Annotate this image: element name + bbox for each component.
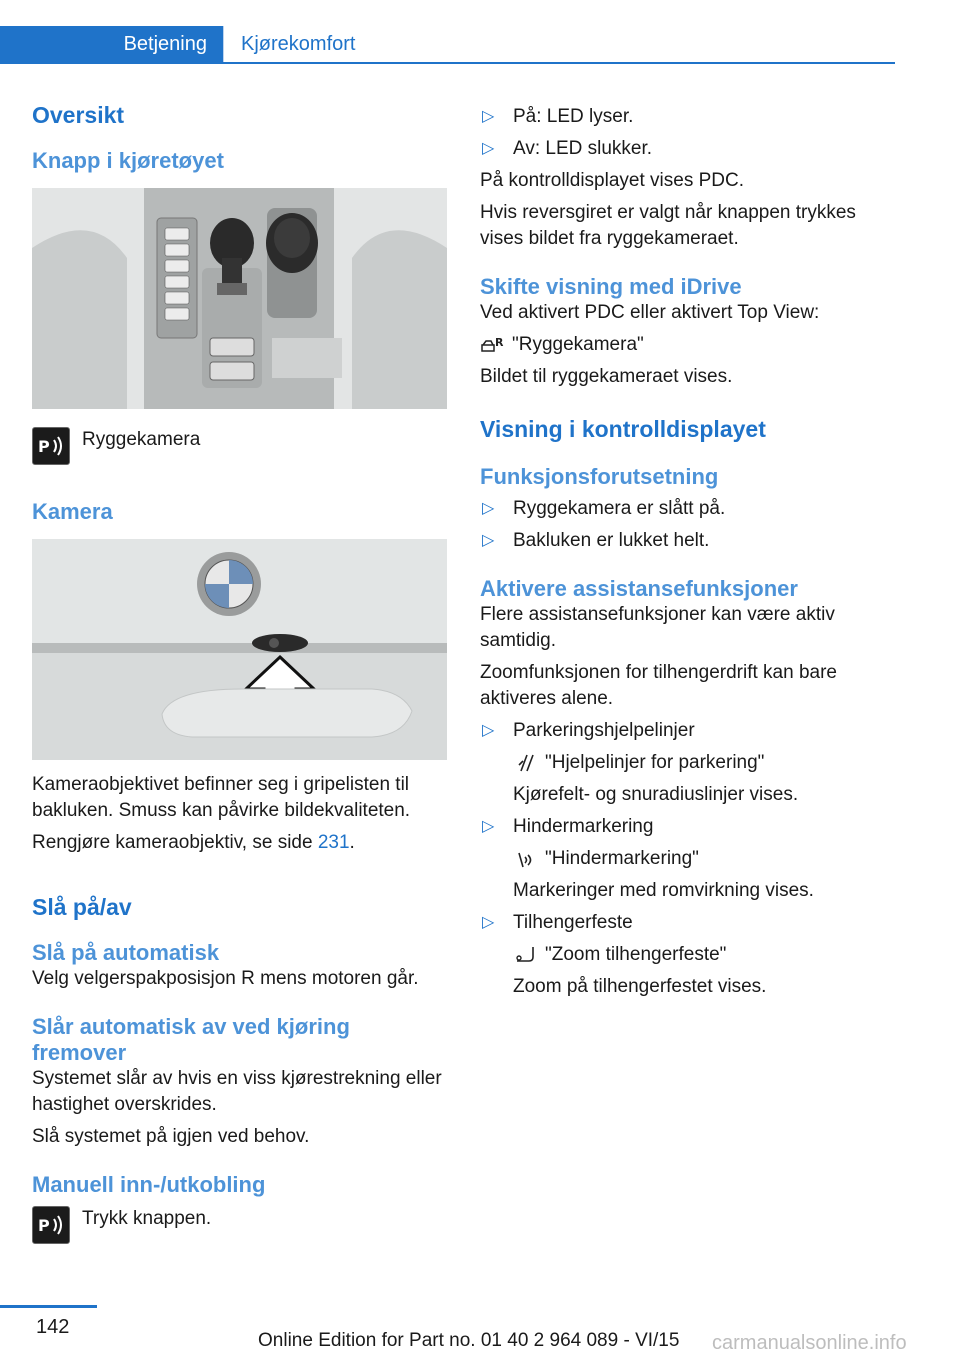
- heading-idrive: Skifte visning med iDrive: [480, 274, 742, 299]
- led-on-text: På: LED lyser.: [513, 106, 634, 127]
- menu-rear-camera-line: [480, 332, 895, 358]
- triangle-bullet-icon: ▷: [482, 914, 495, 931]
- item-desc-trailer-hitch: Zoom på tilhengerfestet vises.: [513, 976, 767, 997]
- triangle-bullet-icon: ▷: [482, 532, 495, 549]
- section-title-oversikt: Oversikt: [32, 102, 125, 128]
- button-label: Ryggekamera: [82, 429, 201, 450]
- list-item: [480, 528, 895, 554]
- pdc-text: På kontrolldisplayet vises PDC.: [480, 170, 744, 191]
- menu-line: [513, 942, 895, 968]
- camera-description: Kameraobjektivet befinner seg i gripelisten til bakluken. Smuss kan påvirke bildekvaliteten.: [32, 774, 411, 821]
- section-title-on-off: Slå på/av: [32, 894, 132, 920]
- svg-text:P: P: [38, 1216, 50, 1235]
- tab-kjorekomfort[interactable]: Kjørekomfort: [241, 33, 356, 55]
- requirement-1: Ryggekamera er slått på.: [513, 498, 726, 519]
- requirement-list: [480, 496, 895, 554]
- list-item: [480, 814, 895, 904]
- camera-cleaning-note: [32, 830, 450, 856]
- triangle-bullet-icon: ▷: [482, 140, 495, 157]
- heading-manual: Manuell inn-/utkobling: [32, 1172, 266, 1197]
- chapter-tabs: [0, 26, 895, 64]
- cleaning-note-period: .: [349, 832, 355, 853]
- watermark: carmanualsonline.info: [712, 1332, 907, 1354]
- list-item: [480, 718, 895, 808]
- section-title-display: Visning i kontrolldisplayet: [480, 416, 766, 442]
- menu-line: [513, 750, 895, 776]
- triangle-bullet-icon: ▷: [482, 818, 495, 835]
- svg-text:P: P: [38, 437, 50, 456]
- footer-rule: [0, 1305, 97, 1308]
- trailer-hitch-icon: [513, 945, 539, 965]
- center-console-photo: [32, 188, 447, 409]
- park-assist-button-icon: [32, 427, 70, 465]
- auto-off-text: Systemet slår av hvis en viss kjørestrekning eller hastighet overskrides.: [32, 1068, 442, 1115]
- tab-betjening[interactable]: Betjening: [0, 26, 223, 62]
- menu-trailer-zoom[interactable]: "Zoom tilhengerfeste": [545, 944, 727, 965]
- rear-camera-icon: [480, 335, 506, 355]
- obstacle-marking-icon: [513, 849, 539, 869]
- heading-assist: Aktivere assistansefunksjoner: [480, 576, 798, 601]
- led-status-list: [480, 104, 895, 162]
- triangle-bullet-icon: ▷: [482, 500, 495, 517]
- auto-on-text: Velg velgerspakposisjon R mens motoren går.: [32, 968, 419, 989]
- heading-button-in-vehicle: Knapp i kjøretøyet: [32, 148, 224, 173]
- tailgate-camera-photo: [32, 539, 447, 760]
- item-desc-obstacle-marking: Markeringer med romvirkning vises.: [513, 880, 814, 901]
- item-title-trailer-hitch: Tilhengerfeste: [513, 912, 633, 933]
- led-off-text: Av: LED slukker.: [513, 138, 653, 159]
- heading-camera: Kamera: [32, 499, 113, 524]
- menu-line: [513, 846, 895, 872]
- auto-off-reactivate: Slå systemet på igjen ved behov.: [32, 1126, 310, 1147]
- cleaning-note-text: Rengjøre kameraobjektiv, se side: [32, 832, 318, 853]
- heading-auto-on: Slå på automatisk: [32, 940, 220, 965]
- triangle-bullet-icon: ▷: [482, 722, 495, 739]
- item-desc-parking-lines: Kjørefelt- og snuradiuslinjer vises.: [513, 784, 799, 805]
- svg-text:R: R: [495, 336, 504, 349]
- idrive-text: Ved aktivert PDC eller aktivert Top View:: [480, 302, 820, 323]
- tab-separator: [223, 26, 224, 62]
- triangle-bullet-icon: ▷: [482, 108, 495, 125]
- assist-function-list: [480, 718, 895, 1000]
- heading-auto-off: Slår automatisk av ved kjøring fremover: [32, 1014, 350, 1065]
- rear-camera-shown: Bildet til ryggekameraet vises.: [480, 366, 733, 387]
- page-link-231[interactable]: 231: [317, 832, 350, 853]
- menu-rear-camera[interactable]: "Ryggekamera": [512, 334, 644, 355]
- heading-requirement: Funksjonsforutsetning: [480, 464, 719, 489]
- manual-text: Trykk knappen.: [82, 1208, 212, 1229]
- parking-lines-icon: [513, 753, 539, 773]
- assist-text-2: Zoomfunksjonen for tilhengerdrift kan bare aktiveres alene.: [480, 662, 837, 709]
- left-column: [32, 100, 450, 1244]
- item-title-parking-lines: Parkeringshjelpelinjer: [513, 720, 695, 741]
- list-item: [480, 496, 895, 522]
- assist-text-1: Flere assistansefunksjoner kan være aktiv samtidig.: [480, 604, 835, 651]
- manual-press-line: [32, 1206, 450, 1244]
- list-item: [480, 104, 895, 130]
- edition-text: Online Edition for Part no. 01 40 2 964 089 - VI/15: [258, 1330, 680, 1351]
- menu-parking-lines[interactable]: "Hjelpelinjer for parkering": [545, 752, 765, 773]
- page-number: 142: [36, 1316, 70, 1338]
- item-title-obstacle-marking: Hindermarkering: [513, 816, 654, 837]
- reverse-text: Hvis reversgiret er valgt når knappen trykkes vises bildet fra ryggekameraet.: [480, 202, 856, 249]
- list-item: [480, 136, 895, 162]
- list-item: [480, 910, 895, 1000]
- park-assist-button-icon-2: [32, 1206, 70, 1244]
- button-legend: [32, 427, 450, 465]
- menu-obstacle-marking[interactable]: "Hindermarkering": [545, 848, 699, 869]
- right-column: [480, 104, 895, 1006]
- requirement-2: Bakluken er lukket helt.: [513, 530, 710, 551]
